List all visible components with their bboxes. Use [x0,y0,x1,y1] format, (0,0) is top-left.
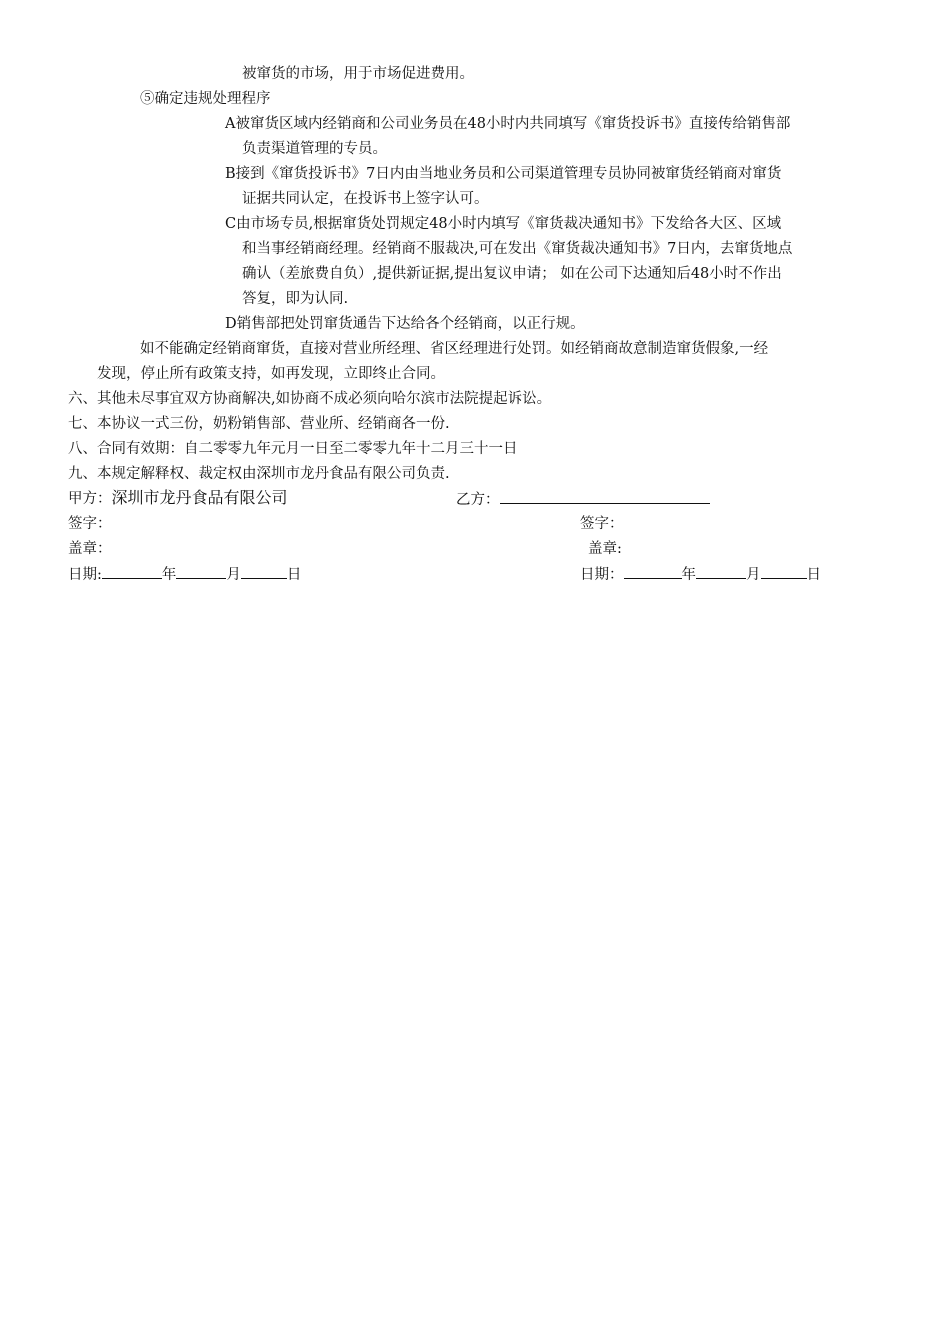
continuation-line: 被窜货的市场，用于市场促进费用。 [242,66,474,82]
month-label-right: 月 [746,567,761,583]
party-b [456,489,710,509]
item-c-line4: 答复，即为认同. [242,291,349,307]
party-a-label: 甲方： [68,491,112,507]
item-a-line2: 负责渠道管理的专员。 [242,141,387,157]
clause-6: 六、其他未尽事宜双方协商解决,如协商不成必须向哈尔滨市法院提起诉讼。 [68,391,552,407]
party-a [68,488,288,508]
penalty-paragraph-line2: 发现，停止所有政策支持，如再发现，立即终止合同。 [97,366,445,382]
date-year-blank-right[interactable] [624,564,682,579]
day-label-left: 日 [286,567,302,583]
date-label-right: 日期： [580,567,624,583]
clause-7: 七、本协议一式三份，奶粉销售部、营业所、经销商各一份. [68,416,450,432]
year-label-left: 年 [161,567,177,583]
sign-right: 签字： [580,516,624,532]
item-c-line2: 和当事经销商经理。经销商不服裁决,可在发出《窜货裁决通知书》7日内，去窜货地点 [242,241,793,257]
day-label-right: 日 [806,567,821,583]
date-day-blank-left[interactable] [241,564,287,579]
date-month-blank-right[interactable] [696,564,746,579]
seal-right: 盖章: [588,541,622,557]
item-c-line1: C由市场专员,根据窜货处罚规定48小时内填写《窜货裁决通知书》下发给各大区、区域 [225,216,782,232]
date-day-blank-right[interactable] [761,564,807,579]
month-label-left: 月 [226,567,241,583]
party-b-label: 乙方： [456,492,500,508]
clause-9: 九、本规定解释权、裁定权由深圳市龙丹食品有限公司负责. [68,466,450,482]
party-a-name: 深圳市龙丹食品有限公司 [111,488,288,507]
date-month-blank-left[interactable] [176,564,226,579]
item-b-line1: B接到《窜货投诉书》7日内由当地业务员和公司渠道管理专员协同被窜货经销商对窜货 [225,166,782,182]
item-a-line1: A被窜货区域内经销商和公司业务员在48小时内共同填写《窜货投诉书》直接传给销售部 [225,116,791,132]
date-label-left: 日期: [68,567,102,583]
date-right [580,564,821,584]
date-left [68,564,301,584]
year-label-right: 年 [681,567,696,583]
step5-heading: ⑤确定违规处理程序 [140,91,271,107]
item-c-line3: 确认（差旅费自负）,提供新证据,提出复议申请； 如在公司下达通知后48小时不作出 [242,266,782,282]
penalty-paragraph-line1: 如不能确定经销商窜货，直接对营业所经理、省区经理进行处罚。如经销商故意制造窜货假象,一经 [140,341,769,357]
party-b-blank[interactable] [500,489,710,504]
clause-8: 八、合同有效期：自二零零九年元月一日至二零零九年十二月三十一日 [68,441,518,457]
seal-left: 盖章： [68,541,112,557]
item-b-line2: 证据共同认定，在投诉书上签字认可。 [242,191,489,207]
date-year-blank-left[interactable] [102,564,162,579]
sign-left: 签字： [68,516,112,532]
item-d: D销售部把处罚窜货通告下达给各个经销商，以正行规。 [225,316,585,332]
